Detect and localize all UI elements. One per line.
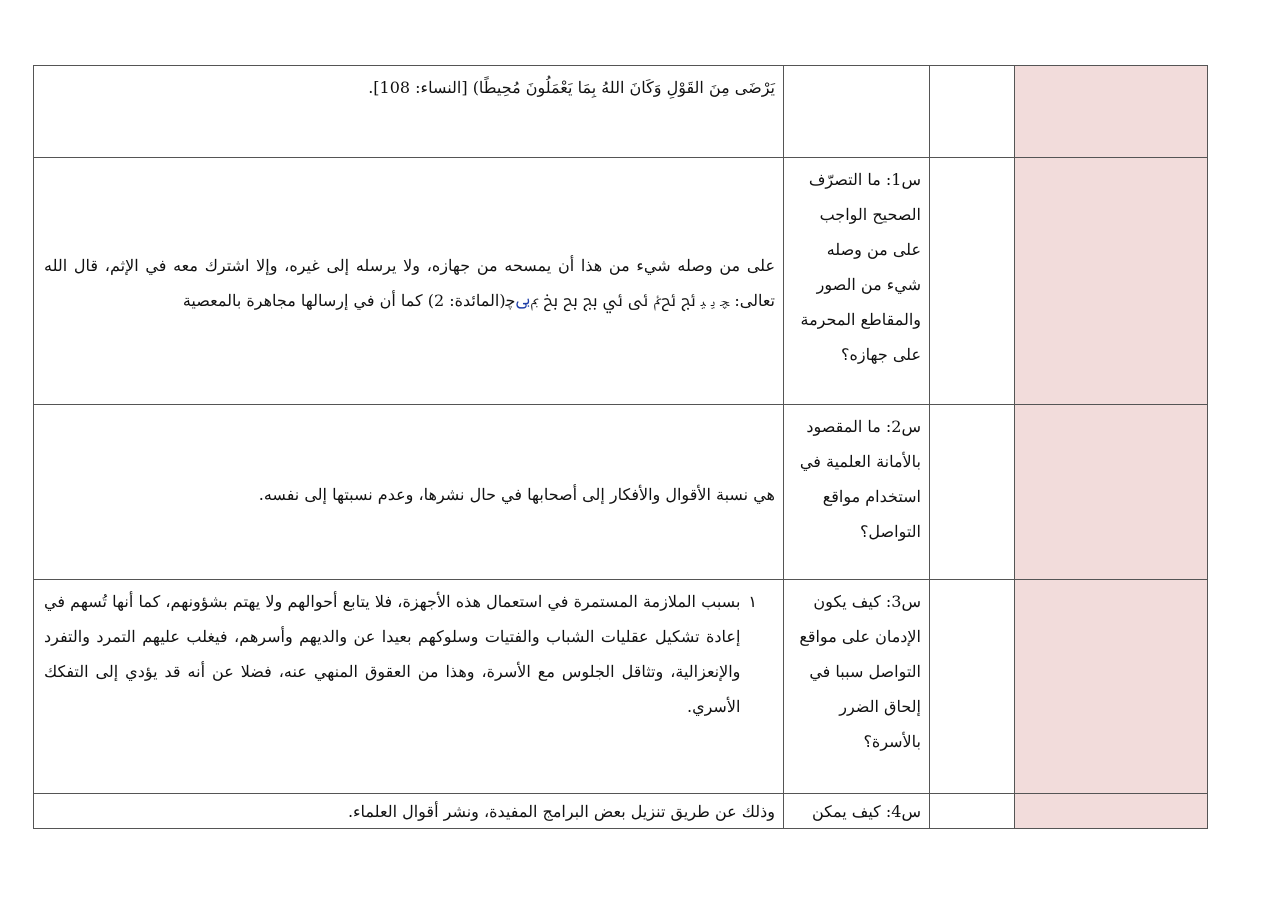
blank-cell	[930, 580, 1015, 794]
question-cell	[784, 580, 930, 794]
quran-verse-glyph-blue: ﰉ	[515, 291, 531, 310]
table-row	[34, 158, 1208, 405]
answer-cell	[34, 66, 784, 158]
blank-cell	[930, 66, 1015, 158]
shaded-cell	[1015, 66, 1208, 158]
shaded-cell	[1015, 405, 1208, 580]
answer-cell	[34, 405, 784, 580]
shaded-cell	[1015, 580, 1208, 794]
answer-text-end: ﭼ(المائدة: 2) كما أن في إرسالها مجاهرة بالمعصية	[182, 291, 516, 310]
table-row	[34, 794, 1208, 829]
question-text: س2: ما المقصود بالأمانة العلمية في استخدام مواقع التواصل؟	[799, 417, 921, 541]
answer-text-start: على من وصله شيء من هذا أن يمسحه من جهازه، ولا يرسله إلى غيره، وإلا اشترك معه في الإثم، قال الله تعالى:	[44, 256, 775, 310]
question-cell	[784, 66, 930, 158]
table-row	[34, 580, 1208, 794]
question-text: س1: ما التصرّف الصحيح الواجب على من وصله شيء من الصور والمقاطع المحرمة على جهازه؟	[800, 170, 921, 364]
blank-cell	[930, 158, 1015, 405]
shaded-cell	[1015, 158, 1208, 405]
question-text: س3: كيف يكون الإدمان على مواقع التواصل سببا في إلحاق الضرر بالأسرة؟	[799, 592, 921, 751]
answer-text: بسبب الملازمة المستمرة في استعمال هذه الأجهزة، فلا يتابع أحوالهم ولا يهتم بشؤونهم، كما أنها تُسهم في إعادة تشكيل عقليات الشباب والفتيات وسلوكهم بعيدا عن والديهم وأسرهم، فيغلب عليهم التمرد والتفرد والإنعزالية، وتثاقل الجلوس مع الأسرة، وهذا من العقوق المنهي عنه، فضلا عن أنه قد يؤدي إلى التفكك الأسري.	[44, 592, 741, 716]
answer-cell	[34, 580, 784, 794]
numbered-item	[44, 584, 775, 724]
answer-cell	[34, 158, 784, 405]
blank-cell	[930, 405, 1015, 580]
answer-cell	[34, 794, 784, 829]
question-cell	[784, 158, 930, 405]
blank-cell	[930, 794, 1015, 829]
answer-text: يَرْضَى مِنَ القَوْلِ وَكَانَ اللهُ بِمَا يَعْمَلُونَ مُحِيطًا) [النساء: 108].	[368, 78, 775, 97]
answer-text: هي نسبة الأقوال والأفكار إلى أصحابها في حال نشرها، وعدم نسبتها إلى نفسه.	[258, 484, 775, 504]
shaded-cell	[1015, 794, 1208, 829]
table-row	[34, 405, 1208, 580]
item-number: ١	[748, 592, 757, 611]
question-cell	[784, 794, 930, 829]
lesson-table	[33, 65, 1208, 829]
table-row	[34, 66, 1208, 158]
question-text: س4: كيف يمكن	[811, 802, 921, 821]
answer-text: وذلك عن طريق تنزيل بعض البرامج المفيدة، ونشر أقوال العلماء.	[347, 802, 775, 821]
question-cell	[784, 405, 930, 580]
answer-text	[44, 248, 775, 318]
quran-verse-glyphs: ﭽ ﯾ ﯿ ﰀ ﰁﰂ ﰃ ﰄ ﰅ ﰆ ﰇ ﰈ	[530, 291, 730, 310]
